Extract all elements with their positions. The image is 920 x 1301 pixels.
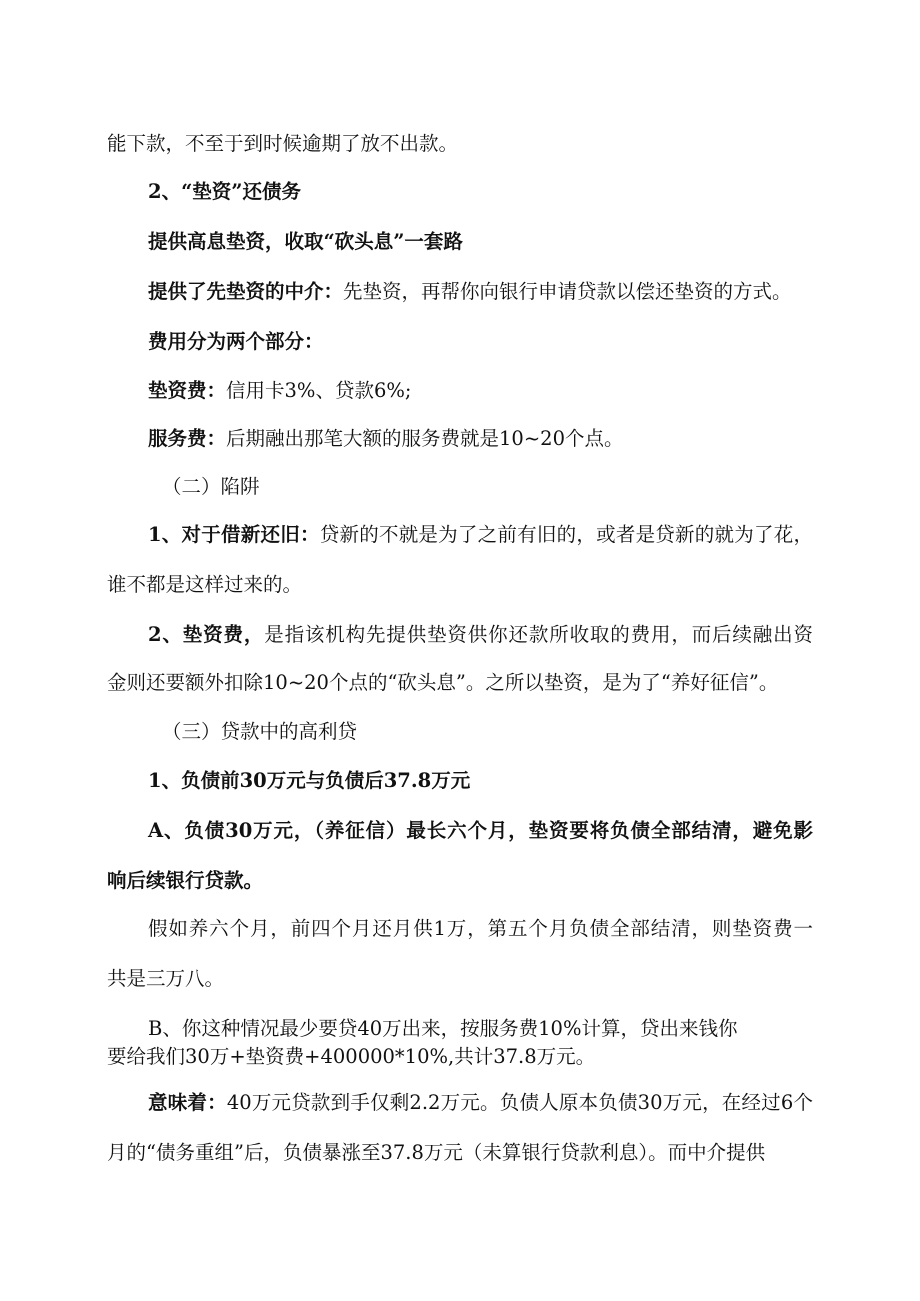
bold-lead: 提供了先垫资的中介：	[148, 280, 344, 303]
line-text: 后期融出那笔大额的服务费就是10~20个点。	[226, 427, 624, 450]
subheading: 提供高息垫资，收取“砍头息”一套路	[148, 230, 463, 253]
line-text: 40万元贷款到手仅剩2.2万元。负债人原本负债30万元，在经过6个	[226, 1091, 813, 1114]
paragraph-line: 响后续银行贷款。	[107, 869, 264, 892]
paragraph-line	[148, 522, 813, 548]
paragraph-line: 能下款，不至于到时候逾期了放不出款。	[107, 132, 459, 155]
paragraph-line: 谁不都是这样过来的。	[107, 573, 303, 596]
paragraph-line	[148, 378, 411, 404]
line-text: 是指该机构先提供垫资供你还款所收取的费用，而后续融出资	[264, 623, 813, 646]
paragraph-line	[148, 1090, 813, 1116]
bold-lead: 2、垫资费，	[148, 623, 265, 646]
paragraph-line	[148, 279, 792, 305]
paragraph-line: 共是三万八。	[107, 967, 225, 990]
paragraph-line: 金则还要额外扣除10~20个点的“砍头息”。之所以垫资，是为了“养好征信”。	[107, 671, 779, 694]
bold-lead: 意味着：	[148, 1091, 227, 1114]
section-heading: （三）贷款中的高利贷	[162, 720, 358, 743]
line-text: 贷新的不就是为了之前有旧的，或者是贷新的就为了花，	[319, 523, 813, 546]
subheading: 费用分为两个部分：	[148, 330, 324, 353]
bold-lead: 1、对于借新还旧：	[148, 523, 320, 546]
bold-lead: 垫资费：	[148, 379, 227, 402]
line-text: 信用卡3%、贷款6%;	[226, 379, 412, 402]
subheading: 1、负债前30万元与负债后37.8万元	[148, 769, 471, 792]
paragraph-line: 月的“债务重组”后，负债暴涨至37.8万元（未算银行贷款利息）。而中介提供	[107, 1141, 766, 1164]
paragraph-line: B、你这种情况最少要贷40万出来，按服务费10%计算，贷出来钱你	[148, 1017, 738, 1040]
paragraph-line: 要给我们30万+垫资费+400000*10%,共计37.8万元。	[107, 1045, 596, 1068]
line-text: 先垫资，再帮你向银行申请贷款以偿还垫资的方式。	[343, 280, 792, 303]
paragraph-line: 假如养六个月，前四个月还月供1万，第五个月负债全部结清，则垫资费一	[148, 917, 813, 940]
section-heading: （二）陷阱	[162, 475, 260, 498]
paragraph-line	[148, 622, 813, 648]
bold-lead: 服务费：	[148, 427, 227, 450]
section-heading: 2、“垫资”还债务	[148, 180, 302, 203]
paragraph-line	[148, 426, 623, 452]
paragraph-line: A、负债30万元，（养征信）最长六个月，垫资要将负债全部结清，避免影	[148, 819, 813, 842]
